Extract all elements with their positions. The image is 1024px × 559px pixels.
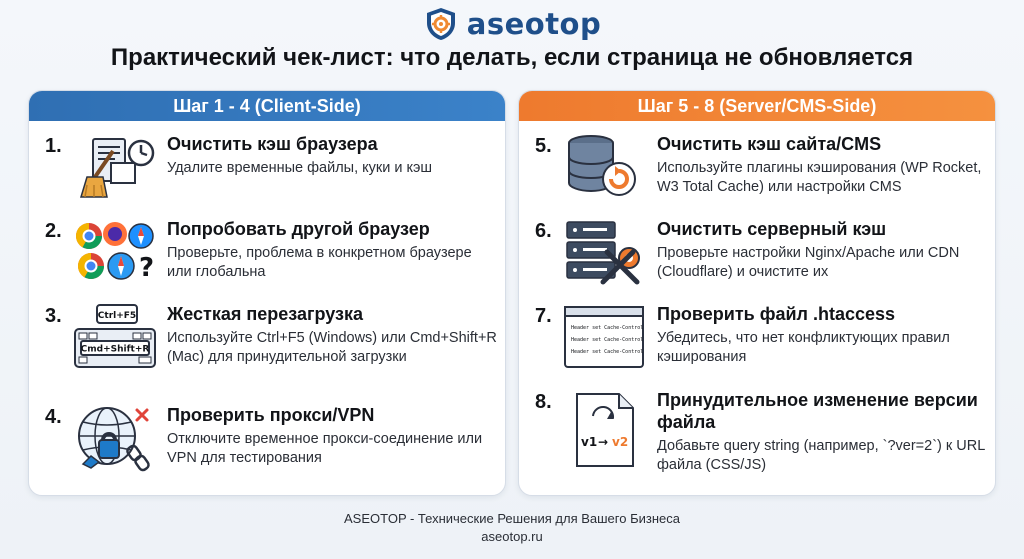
step-number: 5.	[535, 135, 552, 157]
step-title: Принудительное изменение версии файла	[657, 390, 978, 432]
htaccess-line: Header set Cache-Control	[571, 337, 644, 343]
step-description: Проверьте настройки Nginx/Apache или CDN (Cloudflare) и очистите их	[657, 245, 960, 280]
step-description: Отключите временное прокси-соединение или VPN для тестирования	[167, 431, 483, 466]
file-version-icon	[563, 389, 647, 471]
step-number: 6.	[535, 220, 552, 242]
htaccess-file-icon	[563, 303, 647, 371]
step-number: 3.	[45, 305, 62, 327]
server-tools-icon	[563, 218, 647, 286]
step-title: Очистить кэш сайта/CMS	[657, 134, 882, 154]
step-description: Используйте плагины кэширования (WP Rocket, W3 Total Cache) или настройки CMS	[657, 160, 982, 195]
step-title: Проверить файл .htaccess	[657, 304, 896, 324]
svg-text:?: ?	[139, 253, 155, 283]
version-arrow-icon: →	[598, 435, 609, 449]
footer-url[interactable]: aseotop.ru	[481, 529, 543, 544]
broom-cache-clock-icon	[73, 133, 157, 201]
version-from: v1	[581, 435, 598, 449]
step-title: Очистить кэш браузера	[167, 134, 378, 154]
card-header-client: Шаг 1 - 4 (Client-Side)	[29, 91, 505, 121]
key-ctrl-f5: Ctrl+F5	[97, 311, 137, 321]
page-title: Практический чек-лист: что делать, если страница не обновляется	[110, 44, 914, 71]
step-number: 8.	[535, 391, 552, 413]
step-number: 4.	[45, 406, 62, 428]
key-cmd-shift-r: Cmd+Shift+R	[80, 344, 150, 355]
htaccess-line: Header set Cache-Control	[571, 325, 644, 331]
step-description: Удалите временные файлы, куки и кэш	[167, 160, 433, 176]
step-number: 2.	[45, 220, 62, 242]
step-description: Используйте Ctrl+F5 (Windows) или Cmd+Shift+R (Mac) для принудительной загрузки	[167, 330, 497, 365]
step-description: Убедитесь, что нет конфликтующих правил кэширования	[657, 330, 950, 365]
htaccess-line: Header set Cache-Control	[571, 349, 644, 355]
card-header-server: Шаг 5 - 8 (Server/CMS-Side)	[519, 91, 995, 121]
step-description: Проверьте, проблема в конкретном браузере или глобальна	[167, 245, 472, 280]
header	[0, 0, 1024, 86]
shield-gear-icon	[423, 6, 459, 42]
globe-lock-icon	[73, 404, 157, 472]
keyboard-icon	[73, 303, 157, 371]
step-number: 1.	[45, 135, 62, 157]
footer-tagline: ASEOTOP - Технические Решения для Вашего Бизнеса	[344, 511, 680, 526]
logo-text: aseotop	[466, 7, 602, 41]
version-to: v2	[612, 435, 629, 449]
client-side-card	[28, 90, 506, 496]
step-title: Очистить серверный кэш	[657, 219, 887, 239]
browsers-icon	[73, 218, 157, 286]
step-title: Проверить прокси/VPN	[167, 405, 375, 425]
database-refresh-icon	[563, 133, 647, 201]
server-side-card	[518, 90, 996, 496]
step-title: Жесткая перезагрузка	[167, 304, 363, 324]
step-description: Добавьте query string (например, `?ver=2`) к URL файла (CSS/JS)	[657, 438, 985, 473]
step-number: 7.	[535, 305, 552, 327]
logo[interactable]	[0, 6, 1024, 42]
step-title: Попробовать другой браузер	[167, 219, 430, 239]
